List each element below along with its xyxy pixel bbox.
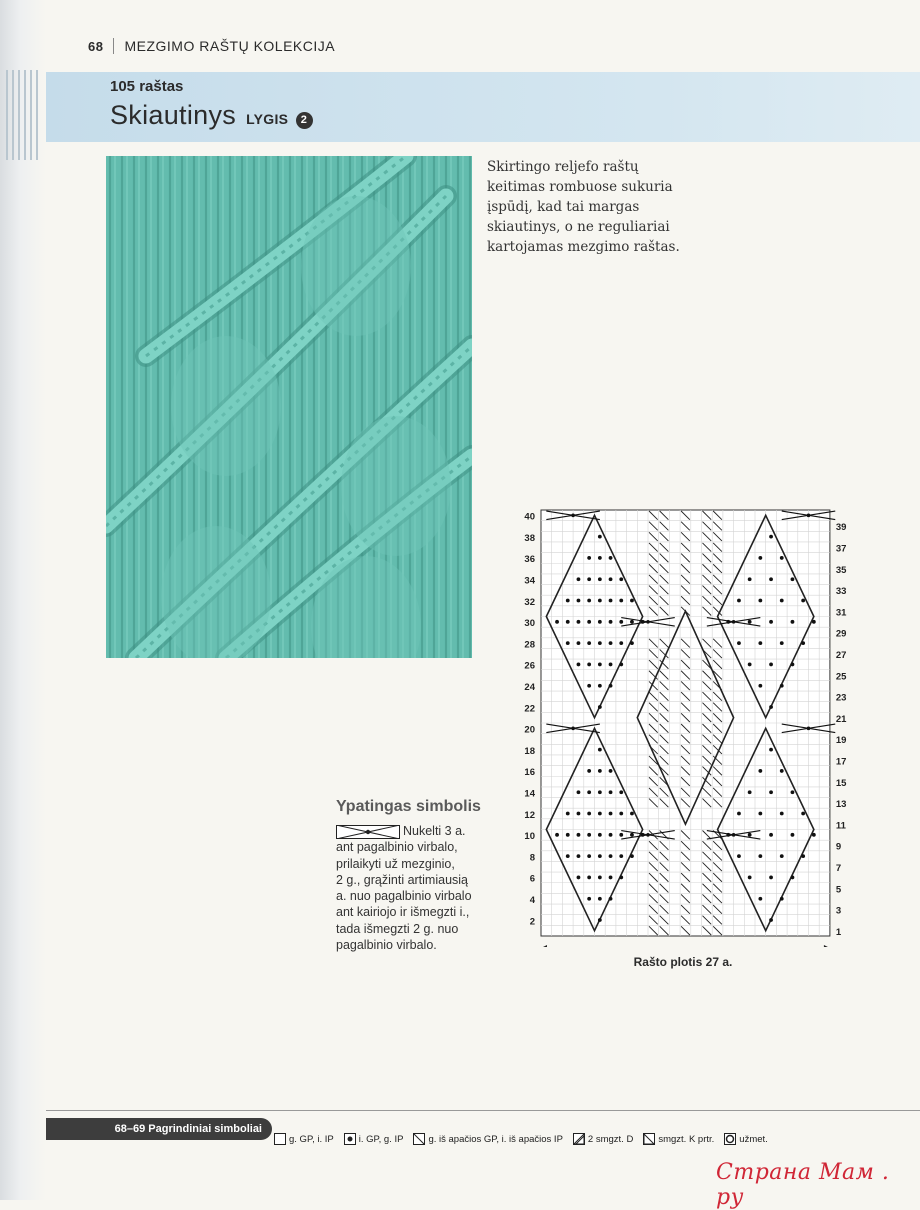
purl-stitch-dot bbox=[577, 833, 581, 837]
purl-stitch-dot bbox=[609, 833, 613, 837]
purl-stitch-dot bbox=[748, 663, 752, 667]
chart-row-label-right: 33 bbox=[835, 586, 847, 598]
chart-row-label-left: 8 bbox=[529, 852, 535, 864]
purl-stitch-dot bbox=[780, 769, 784, 773]
purl-stitch-dot bbox=[609, 663, 613, 667]
chart-row-label-right: 7 bbox=[835, 863, 842, 875]
knitting-chart bbox=[512, 502, 857, 972]
purl-stitch-dot bbox=[609, 641, 613, 645]
legend-item bbox=[573, 1133, 633, 1145]
purl-stitch-dot bbox=[598, 535, 602, 539]
description-line: įspūdį, kad tai margas bbox=[487, 199, 640, 215]
chart-row-label-right: 1 bbox=[835, 926, 842, 938]
purl-stitch-dot bbox=[619, 790, 623, 794]
purl-stitch-dot bbox=[780, 854, 784, 858]
chart-row-label-right: 15 bbox=[835, 777, 847, 789]
purl-stitch-dot bbox=[587, 577, 591, 581]
purl-stitch-dot bbox=[769, 918, 773, 922]
purl-stitch-dot bbox=[598, 577, 602, 581]
footer-tab: 68–69 Pagrindiniai simboliai bbox=[46, 1118, 272, 1140]
purl-stitch-dot bbox=[619, 620, 623, 624]
section-title: MEZGIMO RAŠTŲ KOLEKCIJA bbox=[124, 38, 336, 54]
special-symbol-line bbox=[336, 823, 496, 839]
chart-row-label-right: 5 bbox=[835, 884, 842, 896]
purl-stitch-dot bbox=[748, 620, 752, 624]
cable-cross-dot bbox=[807, 514, 811, 518]
purl-stitch-dot bbox=[801, 812, 805, 816]
spine-stripe bbox=[24, 70, 26, 160]
purl-stitch-dot bbox=[780, 812, 784, 816]
purl-stitch-dot bbox=[619, 854, 623, 858]
purl-stitch-dot bbox=[598, 812, 602, 816]
purl-stitch-dot bbox=[619, 876, 623, 880]
chart-row-label-left: 28 bbox=[524, 639, 535, 651]
chart-row-label-right: 3 bbox=[835, 905, 842, 917]
purl-stitch-dot bbox=[769, 748, 773, 752]
footer-rule bbox=[46, 1110, 920, 1111]
special-symbol-line: ant kairiojo ir išmegzti i., bbox=[336, 905, 470, 920]
purl-stitch-dot bbox=[769, 833, 773, 837]
purl-stitch-dot bbox=[598, 790, 602, 794]
cable-cross-dot bbox=[807, 727, 811, 731]
legend-label: i. GP, g. IP bbox=[358, 1133, 404, 1145]
legend-item bbox=[643, 1133, 714, 1145]
purl-stitch-dot bbox=[748, 876, 752, 880]
seed-stitch-diamond bbox=[341, 416, 451, 556]
purl-stitch-dot bbox=[609, 854, 613, 858]
purl-stitch-dot bbox=[780, 599, 784, 603]
purl-stitch-dot bbox=[566, 620, 570, 624]
purl-stitch-dot bbox=[598, 897, 602, 901]
chart-row-label-left: 26 bbox=[524, 660, 535, 672]
purl-stitch-dot bbox=[769, 620, 773, 624]
purl-stitch-dot bbox=[769, 577, 773, 581]
purl-stitch-dot bbox=[566, 833, 570, 837]
purl-stitch-dot bbox=[598, 599, 602, 603]
purl-stitch-dot bbox=[737, 641, 741, 645]
special-symbol-line: prilaikyti už mezginio, bbox=[336, 856, 455, 871]
chart-row-label-left: 10 bbox=[524, 831, 535, 843]
chart-row-label-left: 40 bbox=[524, 511, 535, 523]
purl-stitch-dot bbox=[619, 833, 623, 837]
purl-stitch-dot bbox=[598, 556, 602, 560]
chart-row-label-right: 19 bbox=[835, 735, 847, 747]
purl-stitch-dot bbox=[758, 812, 762, 816]
purl-stitch-dot bbox=[758, 854, 762, 858]
purl-stitch-dot bbox=[598, 748, 602, 752]
cable-cross-dot bbox=[646, 833, 650, 837]
pattern-description bbox=[487, 157, 717, 257]
chart-row-label-right: 27 bbox=[835, 650, 847, 662]
purl-stitch-dot bbox=[619, 577, 623, 581]
chart-row-label-right: 29 bbox=[835, 628, 847, 640]
chart-row-label-right: 25 bbox=[835, 671, 847, 683]
dot-square-icon bbox=[344, 1133, 356, 1145]
purl-stitch-dot bbox=[598, 663, 602, 667]
legend-item bbox=[344, 1133, 404, 1145]
chart-row-label-right: 13 bbox=[835, 799, 847, 811]
chart-row-label-right: 39 bbox=[835, 522, 847, 534]
purl-stitch-dot bbox=[577, 663, 581, 667]
cable-cross-dot bbox=[732, 833, 736, 837]
description-line: keitimas rombuose sukuria bbox=[487, 179, 673, 195]
purl-stitch-dot bbox=[619, 599, 623, 603]
level-badge: 2 bbox=[296, 112, 313, 129]
purl-stitch-dot bbox=[812, 833, 816, 837]
backslash-square-icon bbox=[413, 1133, 425, 1145]
special-symbol-line: 2 g., grąžinti artimiausią bbox=[336, 872, 469, 887]
cable-cross-icon bbox=[336, 825, 400, 839]
spine-stripe bbox=[18, 70, 20, 160]
purl-stitch-dot bbox=[748, 577, 752, 581]
purl-stitch-dot bbox=[598, 918, 602, 922]
purl-stitch-dot bbox=[609, 897, 613, 901]
chart-row-label-left: 34 bbox=[524, 575, 535, 587]
purl-stitch-dot bbox=[566, 854, 570, 858]
purl-stitch-dot bbox=[598, 620, 602, 624]
purl-stitch-dot bbox=[577, 599, 581, 603]
purl-stitch-dot bbox=[566, 812, 570, 816]
arrow-head-left-icon bbox=[541, 945, 547, 947]
purl-stitch-dot bbox=[598, 876, 602, 880]
special-symbol-line: a. nuo pagalbinio virbalo bbox=[336, 889, 472, 904]
legend-label: užmet. bbox=[739, 1133, 768, 1145]
legend-item bbox=[724, 1133, 768, 1145]
purl-stitch-dot bbox=[780, 897, 784, 901]
legend-label: g. iš apačios GP, i. iš apačios IP bbox=[428, 1133, 563, 1145]
pattern-title: Skiautinys bbox=[110, 100, 237, 130]
pattern-title-row bbox=[110, 100, 313, 131]
purl-stitch-dot bbox=[791, 833, 795, 837]
chart-row-label-right: 21 bbox=[835, 713, 847, 725]
chart-row-label-left: 22 bbox=[524, 703, 535, 715]
knit-swatch-photo bbox=[106, 156, 472, 658]
purl-stitch-dot bbox=[577, 876, 581, 880]
legend-label: g. GP, i. IP bbox=[289, 1133, 334, 1145]
chart-row-label-left: 20 bbox=[524, 724, 535, 736]
level-indicator bbox=[246, 111, 312, 130]
purl-stitch-dot bbox=[587, 876, 591, 880]
purl-stitch-dot bbox=[587, 620, 591, 624]
right-decrease-icon bbox=[573, 1133, 585, 1145]
legend-label: smgzt. K prtr. bbox=[658, 1133, 715, 1145]
purl-stitch-dot bbox=[769, 663, 773, 667]
chart-row-label-left: 36 bbox=[524, 554, 535, 566]
cable-cross-dot bbox=[571, 514, 575, 518]
left-decrease-icon bbox=[643, 1133, 655, 1145]
purl-stitch-dot bbox=[587, 556, 591, 560]
purl-stitch-dot bbox=[791, 620, 795, 624]
chart-caption: Rašto plotis 27 a. bbox=[633, 955, 733, 969]
purl-stitch-dot bbox=[587, 897, 591, 901]
purl-stitch-dot bbox=[577, 641, 581, 645]
spine-stripe bbox=[30, 70, 32, 160]
purl-stitch-dot bbox=[587, 599, 591, 603]
purl-stitch-dot bbox=[630, 641, 634, 645]
legend-item bbox=[413, 1133, 562, 1145]
purl-stitch-dot bbox=[791, 577, 795, 581]
purl-stitch-dot bbox=[587, 854, 591, 858]
purl-stitch-dot bbox=[577, 577, 581, 581]
purl-stitch-dot bbox=[587, 663, 591, 667]
purl-stitch-dot bbox=[598, 769, 602, 773]
spine-stripe bbox=[6, 70, 8, 160]
purl-stitch-dot bbox=[609, 556, 613, 560]
chart-row-label-left: 16 bbox=[524, 767, 535, 779]
purl-stitch-dot bbox=[630, 812, 634, 816]
cable-cross-dot bbox=[646, 620, 650, 624]
seed-stitch-diamond bbox=[171, 336, 281, 476]
chart-row-label-right: 11 bbox=[835, 820, 846, 832]
chart-row-label-left: 18 bbox=[524, 745, 535, 757]
purl-stitch-dot bbox=[758, 897, 762, 901]
purl-stitch-dot bbox=[587, 833, 591, 837]
purl-stitch-dot bbox=[619, 663, 623, 667]
knitting-chart-grid bbox=[512, 502, 857, 947]
purl-stitch-dot bbox=[748, 790, 752, 794]
purl-stitch-dot bbox=[791, 790, 795, 794]
purl-stitch-dot bbox=[630, 854, 634, 858]
purl-stitch-dot bbox=[555, 620, 559, 624]
chart-row-label-left: 14 bbox=[524, 788, 535, 800]
purl-stitch-dot bbox=[737, 599, 741, 603]
purl-stitch-dot bbox=[812, 620, 816, 624]
purl-stitch-dot bbox=[619, 641, 623, 645]
purl-stitch-dot bbox=[801, 641, 805, 645]
page-spine bbox=[0, 0, 46, 1200]
purl-stitch-dot bbox=[758, 556, 762, 560]
purl-stitch-dot bbox=[587, 769, 591, 773]
symbol-legend bbox=[274, 1133, 768, 1145]
description-line: kartojamas mezgimo raštas. bbox=[487, 239, 680, 255]
purl-stitch-dot bbox=[630, 833, 634, 837]
purl-stitch-dot bbox=[801, 854, 805, 858]
chart-row-label-left: 24 bbox=[524, 681, 535, 693]
page-number: 68 bbox=[88, 38, 104, 54]
purl-stitch-dot bbox=[780, 684, 784, 688]
purl-stitch-dot bbox=[630, 620, 634, 624]
purl-stitch-dot bbox=[609, 769, 613, 773]
purl-stitch-dot bbox=[577, 790, 581, 794]
purl-stitch-dot bbox=[598, 854, 602, 858]
special-symbol-text bbox=[336, 823, 496, 953]
purl-stitch-dot bbox=[748, 833, 752, 837]
purl-stitch-dot bbox=[758, 641, 762, 645]
knit-swatch-illustration bbox=[106, 156, 472, 658]
chart-row-label-right: 17 bbox=[835, 756, 847, 768]
purl-stitch-dot bbox=[737, 812, 741, 816]
empty-square-icon bbox=[274, 1133, 286, 1145]
purl-stitch-dot bbox=[587, 641, 591, 645]
chart-row-label-left: 30 bbox=[524, 618, 535, 630]
legend-item bbox=[274, 1133, 334, 1145]
purl-stitch-dot bbox=[769, 535, 773, 539]
spine-stripe bbox=[12, 70, 14, 160]
purl-stitch-dot bbox=[758, 684, 762, 688]
running-header bbox=[88, 38, 335, 54]
purl-stitch-dot bbox=[801, 599, 805, 603]
purl-stitch-dot bbox=[577, 854, 581, 858]
purl-stitch-dot bbox=[609, 876, 613, 880]
purl-stitch-dot bbox=[791, 663, 795, 667]
purl-stitch-dot bbox=[619, 812, 623, 816]
chart-row-label-left: 32 bbox=[524, 596, 535, 608]
purl-stitch-dot bbox=[577, 812, 581, 816]
level-label: LYGIS bbox=[246, 111, 289, 127]
arrow-head-right-icon bbox=[824, 945, 830, 947]
chart-row-label-left: 6 bbox=[529, 873, 535, 885]
chart-row-label-left: 4 bbox=[529, 894, 535, 906]
purl-stitch-dot bbox=[609, 599, 613, 603]
purl-stitch-dot bbox=[587, 812, 591, 816]
purl-stitch-dot bbox=[609, 577, 613, 581]
chart-row-label-right: 35 bbox=[835, 564, 847, 576]
purl-stitch-dot bbox=[598, 684, 602, 688]
purl-stitch-dot bbox=[769, 876, 773, 880]
purl-stitch-dot bbox=[769, 705, 773, 709]
purl-stitch-dot bbox=[609, 684, 613, 688]
purl-stitch-dot bbox=[598, 705, 602, 709]
purl-stitch-dot bbox=[758, 769, 762, 773]
purl-stitch-dot bbox=[598, 833, 602, 837]
special-symbol-line: ant pagalbinio virbalo, bbox=[336, 840, 458, 855]
purl-stitch-dot bbox=[609, 790, 613, 794]
watermark-logo: Страна Мам . ру bbox=[716, 1160, 890, 1210]
purl-stitch-dot bbox=[577, 620, 581, 624]
purl-stitch-dot bbox=[609, 620, 613, 624]
purl-stitch-dot bbox=[566, 641, 570, 645]
header-divider bbox=[113, 38, 114, 54]
chart-row-label-right: 9 bbox=[835, 841, 842, 853]
cable-cross-dot bbox=[732, 620, 736, 624]
special-symbol-line: tada išmegzti 2 g. nuo bbox=[336, 921, 459, 936]
chart-row-label-right: 31 bbox=[835, 607, 847, 619]
chart-row-label-right: 23 bbox=[835, 692, 847, 704]
legend-label: 2 smgzt. D bbox=[587, 1133, 634, 1145]
purl-stitch-dot bbox=[598, 641, 602, 645]
purl-stitch-dot bbox=[566, 599, 570, 603]
purl-stitch-dot bbox=[609, 812, 613, 816]
purl-stitch-dot bbox=[587, 684, 591, 688]
seed-stitch-diamond bbox=[301, 196, 411, 336]
special-symbol-line-text: Nukelti 3 a. bbox=[403, 824, 466, 838]
spine-stripe bbox=[36, 70, 38, 160]
purl-stitch-dot bbox=[780, 556, 784, 560]
purl-stitch-dot bbox=[630, 599, 634, 603]
purl-stitch-dot bbox=[758, 599, 762, 603]
yarn-over-icon bbox=[724, 1133, 736, 1145]
chart-row-label-left: 12 bbox=[524, 809, 535, 821]
chart-row-label-left: 38 bbox=[524, 532, 535, 544]
cable-cross-dot bbox=[571, 727, 575, 731]
description-line: skiautinys, o ne reguliariai bbox=[487, 219, 670, 235]
special-symbol-line: pagalbinio virbalo. bbox=[336, 938, 437, 953]
description-line: Skirtingo reljefo raštų bbox=[487, 159, 639, 175]
chart-row-label-right: 37 bbox=[835, 543, 847, 555]
purl-stitch-dot bbox=[791, 876, 795, 880]
pattern-number: 105 raštas bbox=[110, 78, 184, 95]
special-symbol-title: Ypatingas simbolis bbox=[336, 798, 481, 815]
purl-stitch-dot bbox=[769, 790, 773, 794]
purl-stitch-dot bbox=[737, 854, 741, 858]
purl-stitch-dot bbox=[780, 641, 784, 645]
chart-row-label-left: 2 bbox=[529, 916, 535, 928]
purl-stitch-dot bbox=[587, 790, 591, 794]
purl-stitch-dot bbox=[555, 833, 559, 837]
